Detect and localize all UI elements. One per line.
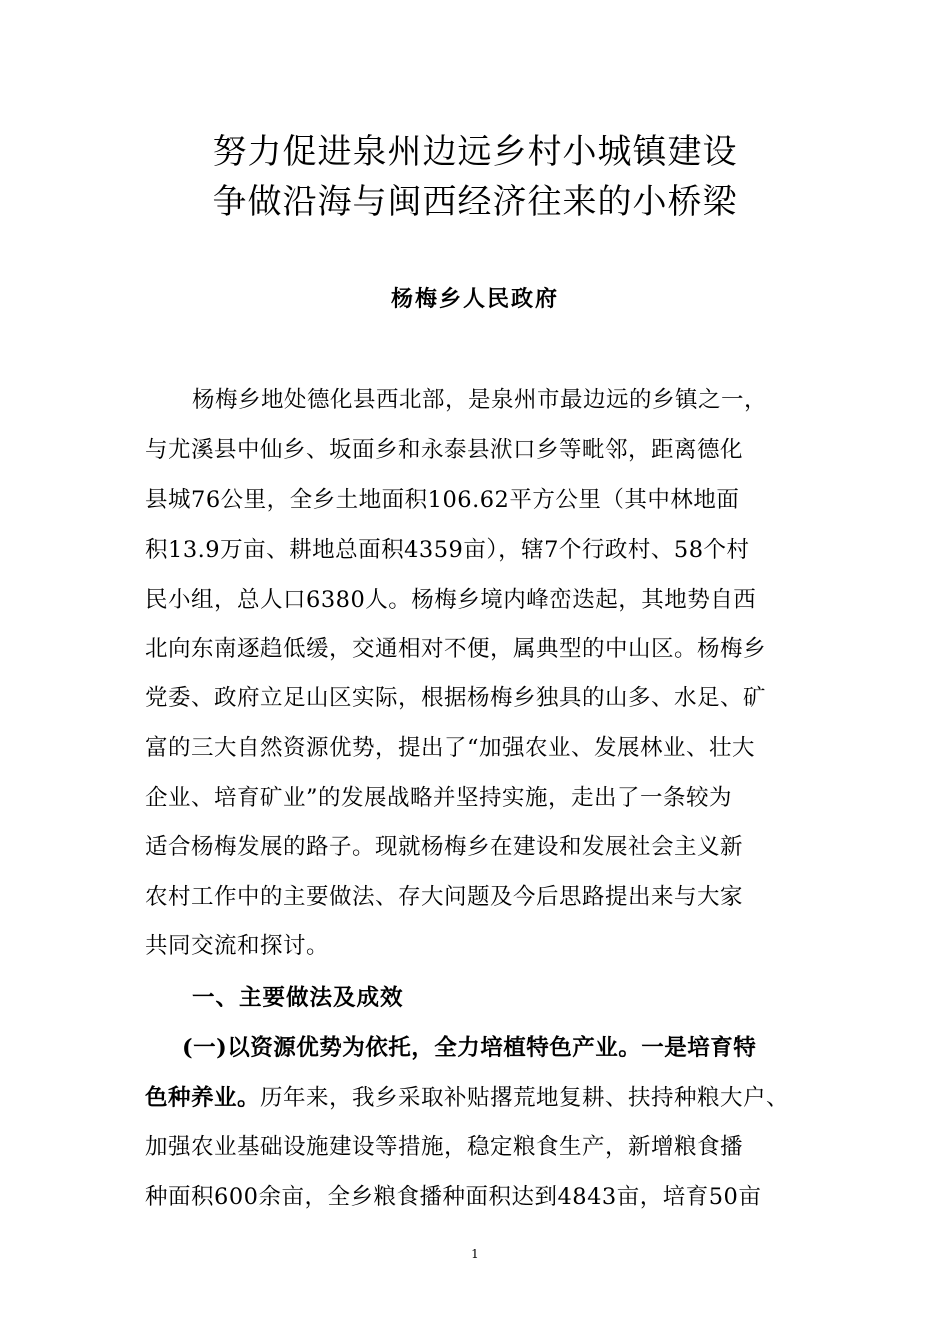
title-line-2: 争做沿海与闽西经济往来的小桥梁 bbox=[212, 182, 738, 222]
paragraph-line: 种面积600余亩，全乡粮食播种面积达到4843亩，培育50亩 bbox=[145, 1184, 762, 1210]
paragraph-line: 企业、培育矿业”的发展战略并坚持实施，走出了一条较为 bbox=[145, 785, 733, 811]
paragraph-line bbox=[145, 1083, 810, 1113]
paragraph-line: 积13.9万亩、耕地总面积4359亩），辖7个行政村、58个村 bbox=[145, 537, 750, 563]
paragraph-line: 北向东南逐趋低缓，交通相对不便，属典型的中山区。杨梅乡 bbox=[145, 636, 767, 662]
paragraph-line: 党委、政府立足山区实际，根据杨梅乡独具的山多、水足、矿 bbox=[145, 685, 767, 711]
paragraph-line: 适合杨梅发展的路子。现就杨梅乡在建设和发展社会主义新 bbox=[145, 834, 744, 860]
author: 杨梅乡人民政府 bbox=[390, 286, 559, 312]
paragraph-line: 与尤溪县中仙乡、坂面乡和永泰县洑口乡等毗邻，距离德化 bbox=[145, 437, 744, 463]
subsection-lead: 色种养业。 bbox=[145, 1085, 261, 1111]
page-number: 1 bbox=[471, 1247, 479, 1261]
paragraph-line: 富的三大自然资源优势，提出了“加强农业、发展林业、壮大 bbox=[145, 735, 756, 761]
paragraph-line: 县城76公里，全乡土地面积106.62平方公里（其中林地面 bbox=[145, 487, 740, 513]
paragraph-text: 历年来，我乡采取补贴撂荒地复耕、扶持种粮大户、 bbox=[260, 1085, 790, 1111]
paragraph-line: 农村工作中的主要做法、存大问题及今后思路提出来与大家 bbox=[145, 884, 744, 910]
section-heading: 一、主要做法及成效 bbox=[192, 985, 404, 1011]
title-line-1: 努力促进泉州边远乡村小城镇建设 bbox=[212, 132, 738, 172]
paragraph-line: 共同交流和探讨。 bbox=[145, 933, 330, 959]
paragraph-line: 民小组，总人口6380人。杨梅乡境内峰峦迭起，其地势自西 bbox=[145, 587, 757, 613]
subsection-heading-line: (一)以资源优势为依托，全力培植特色产业。一是培育特 bbox=[182, 1035, 757, 1061]
paragraph-line: 加强农业基础设施建设等措施，稳定粮食生产，新增粮食播 bbox=[145, 1134, 744, 1160]
paragraph-line: 杨梅乡地处德化县西北部，是泉州市最边远的乡镇之一， bbox=[192, 387, 768, 413]
